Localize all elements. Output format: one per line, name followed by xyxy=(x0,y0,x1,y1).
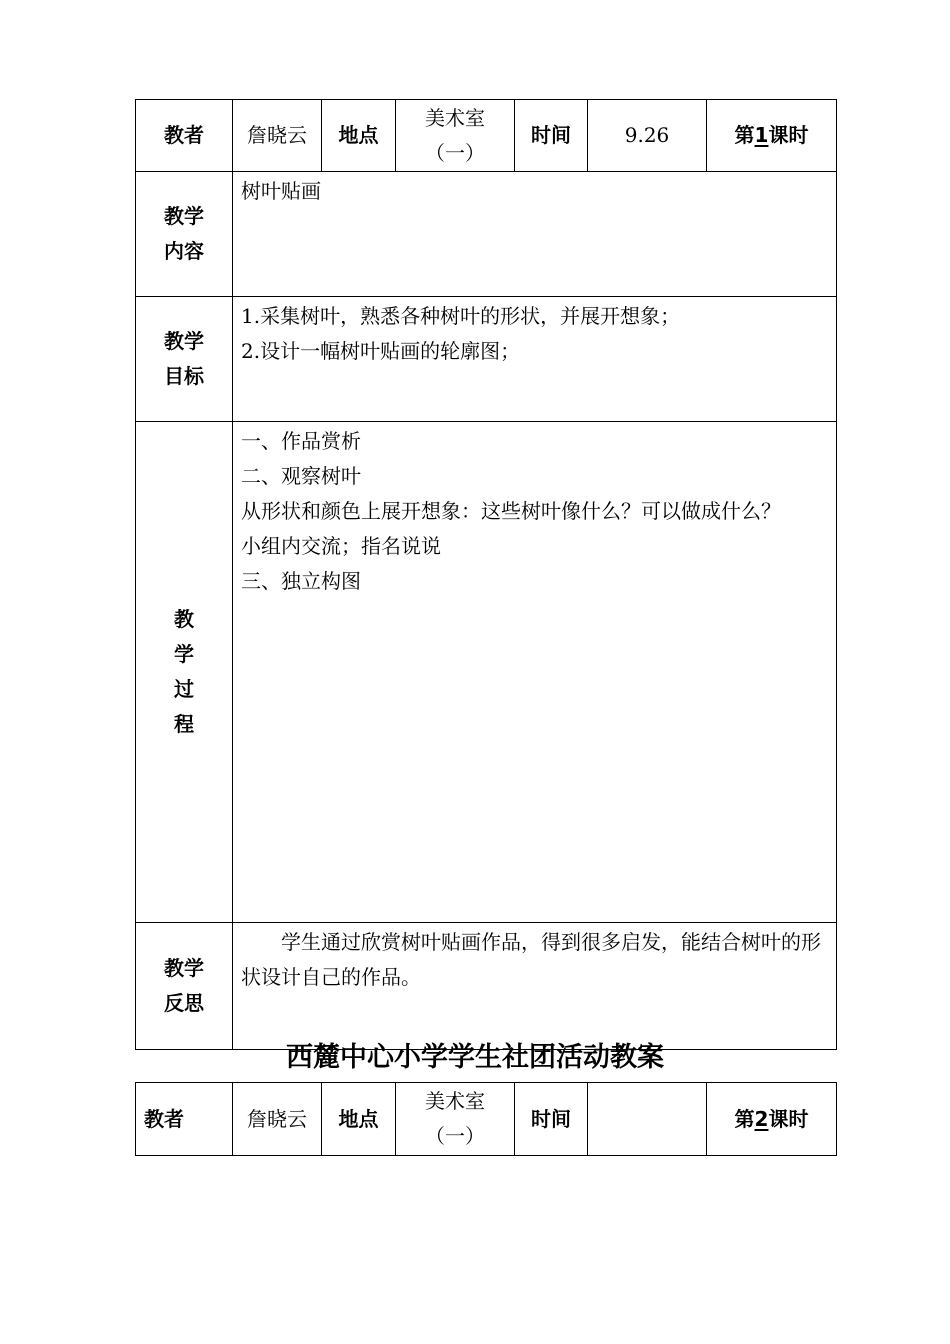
content-label-line1: 教学 xyxy=(164,204,204,228)
goals-label xyxy=(136,297,233,422)
process-line-4: 小组内交流；指名说说 xyxy=(241,534,441,558)
lesson-number-cell xyxy=(707,100,837,172)
lesson-plan-table-2 xyxy=(135,1082,837,1156)
goals-line-2: 2.设计一幅树叶贴画的轮廓图； xyxy=(241,339,521,363)
content-text: 树叶贴画 xyxy=(241,179,321,203)
lesson-prefix: 第 xyxy=(734,1106,755,1131)
place-label: 地点 xyxy=(322,100,396,172)
goals-label-line1: 教学 xyxy=(164,329,204,353)
reflection-text-cell xyxy=(233,923,837,1050)
process-line-1: 一、作品赏析 xyxy=(241,429,361,453)
process-line-2: 二、观察树叶 xyxy=(241,464,361,488)
reflection-row xyxy=(136,923,837,1050)
teacher-name: 詹晓云 xyxy=(233,100,322,172)
place-value xyxy=(396,100,515,172)
process-label-char-1: 教 xyxy=(174,607,194,631)
process-label xyxy=(136,422,233,923)
goals-line-1: 1.采集树叶，熟悉各种树叶的形状，并展开想象； xyxy=(241,304,681,328)
header-row xyxy=(136,1083,837,1156)
process-label-char-3: 过 xyxy=(174,677,194,701)
teacher-label: 教者 xyxy=(136,100,233,172)
place-value-line1: 美术室 xyxy=(425,105,485,130)
lesson-prefix: 第 xyxy=(734,123,755,147)
reflection-label-line1: 教学 xyxy=(164,956,204,980)
goals-text-cell xyxy=(233,297,837,422)
process-line-5: 三、独立构图 xyxy=(241,569,361,593)
place-value-line1: 美术室 xyxy=(425,1089,485,1113)
time-label: 时间 xyxy=(515,1083,588,1156)
process-label-char-2: 学 xyxy=(174,642,194,666)
place-value xyxy=(396,1083,515,1156)
lesson-suffix: 课时 xyxy=(768,1106,809,1131)
time-label: 时间 xyxy=(515,100,588,172)
lesson-plan-table-1 xyxy=(135,99,837,1050)
lesson-suffix: 课时 xyxy=(768,123,809,147)
time-value: 9.26 xyxy=(588,100,707,172)
time-value xyxy=(588,1083,707,1156)
lesson-number: 1 xyxy=(754,123,769,147)
teacher-name: 詹晓云 xyxy=(233,1083,322,1156)
content-text-cell xyxy=(233,172,837,297)
process-line-3: 从形状和颜色上展开想象：这些树叶像什么？可以做成什么？ xyxy=(241,499,781,523)
place-value-line2: （一） xyxy=(425,140,485,165)
reflection-label xyxy=(136,923,233,1050)
lesson-number-cell xyxy=(707,1083,837,1156)
goals-label-line2: 目标 xyxy=(164,364,204,388)
reflection-text: 学生通过欣赏树叶贴画作品，得到很多启发，能结合树叶的形状设计自己的作品。 xyxy=(241,930,821,989)
reflection-label-line2: 反思 xyxy=(164,991,204,1015)
place-value-line2: （一） xyxy=(425,1124,485,1148)
content-label xyxy=(136,172,233,297)
content-row xyxy=(136,172,837,297)
lesson-number: 2 xyxy=(754,1106,769,1131)
place-label: 地点 xyxy=(322,1083,396,1156)
document-title: 西麓中心小学学生社团活动教案 xyxy=(286,1042,664,1073)
process-label-char-4: 程 xyxy=(174,712,194,736)
content-label-line2: 内容 xyxy=(164,239,204,263)
process-row xyxy=(136,422,837,923)
process-text-cell xyxy=(233,422,837,923)
header-row xyxy=(136,100,837,172)
teacher-label: 教者 xyxy=(136,1083,233,1156)
goals-row xyxy=(136,297,837,422)
